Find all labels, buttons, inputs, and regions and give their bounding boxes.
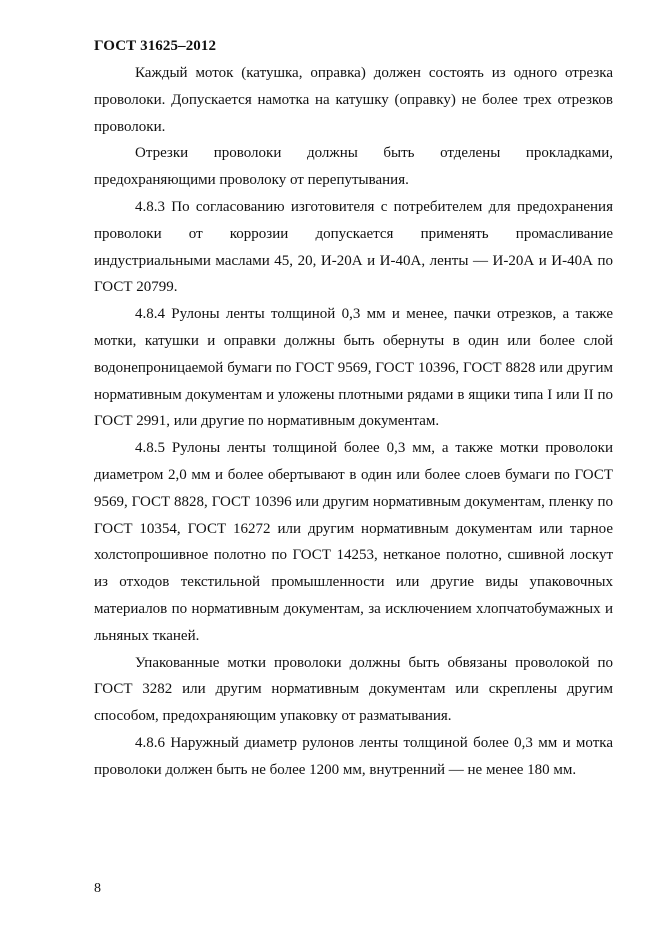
paragraph-4-8-4: 4.8.4 Рулоны ленты толщиной 0,3 мм и менее, пачки отрезков, а также мотки, катушки и оправки должны быть обернуты в один или более слой водонепроницаемой бумаги по ГОСТ 9569, ГОСТ 10396, ГОСТ 8828 или другим нормативным документам и уложены плотными рядами в ящики типа I или II по ГОСТ 2991, или другие по нормативным документам. — [94, 306, 613, 430]
paragraph-coil-segments: Каждый моток (катушка, оправка) должен состоять из одного отрезка проволоки. Допускается намотка на катушку (оправку) не более трех отрезков проволоки. — [94, 65, 613, 135]
paragraph-packed-coils: Упакованные мотки проволоки должны быть обвязаны проволокой по ГОСТ 3282 или другим нормативным документам или скреплены другим способом, предохраняющим упаковку от разматывания. — [94, 654, 613, 725]
paragraph-4-8-5: 4.8.5 Рулоны ленты толщиной более 0,3 мм, а также мотки проволоки диаметром 2,0 мм и более обертывают в один или более слоев бумаги по ГОСТ 9569, ГОСТ 8828, ГОСТ 10396 или другим нормативным документам, пленку по ГОСТ 10354, ГОСТ 16272 или другим нормативным документам или тарное холстопрошивное полотно по ГОСТ 14253, нетканое полотно, сшивной лоскут из отходов текстильной промышленности или другие виды упаковочных материалов по нормативным документам, за исключением хлопчатобумажных и льняных тканей. — [94, 440, 613, 644]
paragraph-4-8-6: 4.8.6 Наружный диаметр рулонов ленты толщиной более 0,3 мм и мотка проволоки должен быть не более 1200 мм, внутренний — не менее 180 мм. — [94, 734, 613, 778]
document-header: ГОСТ 31625–2012 — [94, 38, 217, 54]
document-body — [94, 60, 613, 784]
paragraph-segment-separation: Отрезки проволоки должны быть отделены прокладками, предохраняющими проволоку от перепутывания. — [94, 145, 613, 189]
page-number: 8 — [94, 881, 101, 896]
paragraph-4-8-3: 4.8.3 По согласованию изготовителя с потребителем для предохранения проволоки от коррозии допускается применять промасливание индустриальными маслами 45, 20, И-20А и И-40А, ленты — И-20А и И-40А по ГОСТ 20799. — [94, 198, 613, 296]
